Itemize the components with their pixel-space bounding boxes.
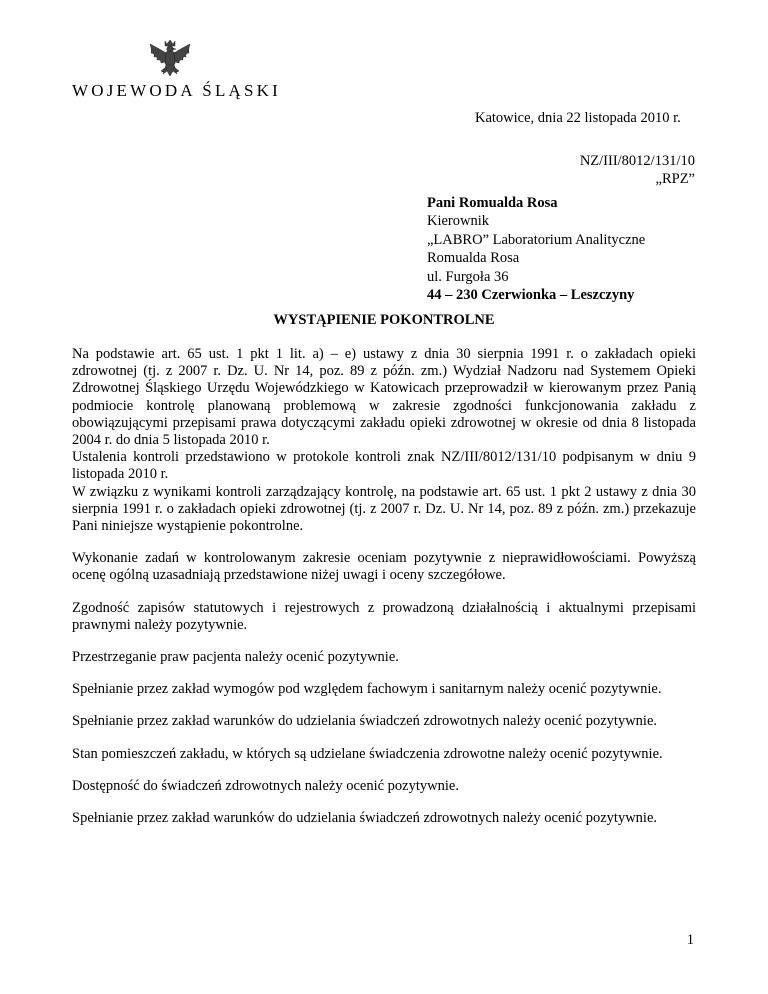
reference-code: „RPZ” [655,171,695,187]
paragraph: Spełnianie przez zakład warunków do udzielania świadczeń zdrowotnych należy ocenić pozytywnie. [72,713,657,730]
eagle-emblem-icon [146,38,194,84]
intro-block [72,346,696,535]
addressee-street: ul. Furgoła 36 [427,268,509,285]
office-name: WOJEWODA ŚLĄSKI [72,81,282,100]
addressee-name: Pani Romualda Rosa [427,195,558,211]
paragraph: Wykonanie zadań w kontrolowanym zakresie oceniam pozytywnie z nieprawidłowościami. Powyższą ocenę ogólną uzasadniają przedstawione niżej uwagi i oceny szczegółowe. [72,550,696,584]
document-body [72,346,696,842]
addressee-city: 44 – 230 Czerwionka – Leszczyny [427,287,635,304]
addressee-owner: Romualda Rosa [427,250,520,267]
document-title: WYSTĄPIENIE POKONTROLNE [273,312,495,328]
paragraph: W związku z wynikami kontroli zarządzający kontrolę, na podstawie art. 65 ust. 1 pkt 2 ustawy z dnia 30 sierpnia 1991 r. o zakładach opieki zdrowotnej (tj. z 2007 r. Dz. U. Nr 14, poz. 89 z późn. zm.) przekazuje Pani niniejsze wystąpienie pokontrolne. [72,483,696,535]
reference-number: NZ/III/8012/131/10 [579,153,695,169]
paragraph: Dostępność do świadczeń zdrowotnych należy ocenić pozytywnie. [72,777,459,794]
addressee-position: Kierownik [427,213,490,230]
place-date: Katowice, dnia 22 listopada 2010 r. [475,110,681,126]
paragraph: Przestrzeganie praw pacjenta należy ocenić pozytywnie. [72,649,399,666]
addressee-block [427,194,645,304]
addressee-company: „LABRO” Laboratorium Analityczne [427,231,646,248]
paragraph: Stan pomieszczeń zakładu, w których są udzielane świadczenia zdrowotne należy ocenić pozytywnie. [72,745,663,762]
page-number: 1 [686,932,694,948]
paragraph: Spełnianie przez zakład wymogów pod względem fachowym i sanitarnym należy ocenić pozytywnie. [72,681,662,698]
reference-block [580,152,695,188]
paragraph: Na podstawie art. 65 ust. 1 pkt 1 lit. a) – e) ustawy z dnia 30 sierpnia 1991 r. o zakładach opieki zdrowotnej (tj. z 2007 r. Dz. U. Nr 14, poz. 89 z późn. zm.) Wydział Nadzoru nad Systemem Opieki Zdrowotnej Śląskiego Urzędu Wojewódzkiego w Katowicach przeprowadził w kierowanym przez Panią podmiocie kontrolę planowaną problemową w zakresie zgodności funkcjonowania zakładu z obowiązującymi przepisami prawa dotyczącymi zakładu opieki zdrowotnej w okresie od dnia 8 listopada 2004 r. do dnia 5 listopada 2010 r. [72,346,696,449]
paragraph: Spełnianie przez zakład warunków do udzielania świadczeń zdrowotnych należy ocenić pozytywnie. [72,810,657,827]
paragraph: Ustalenia kontroli przedstawiono w protokole kontroli znak NZ/III/8012/131/10 podpisanym w dniu 9 listopada 2010 r. [72,449,696,483]
paragraph: Zgodność zapisów statutowych i rejestrowych z prowadzoną działalnością i aktualnymi przepisami prawnymi należy pozytywnie. [72,599,696,633]
